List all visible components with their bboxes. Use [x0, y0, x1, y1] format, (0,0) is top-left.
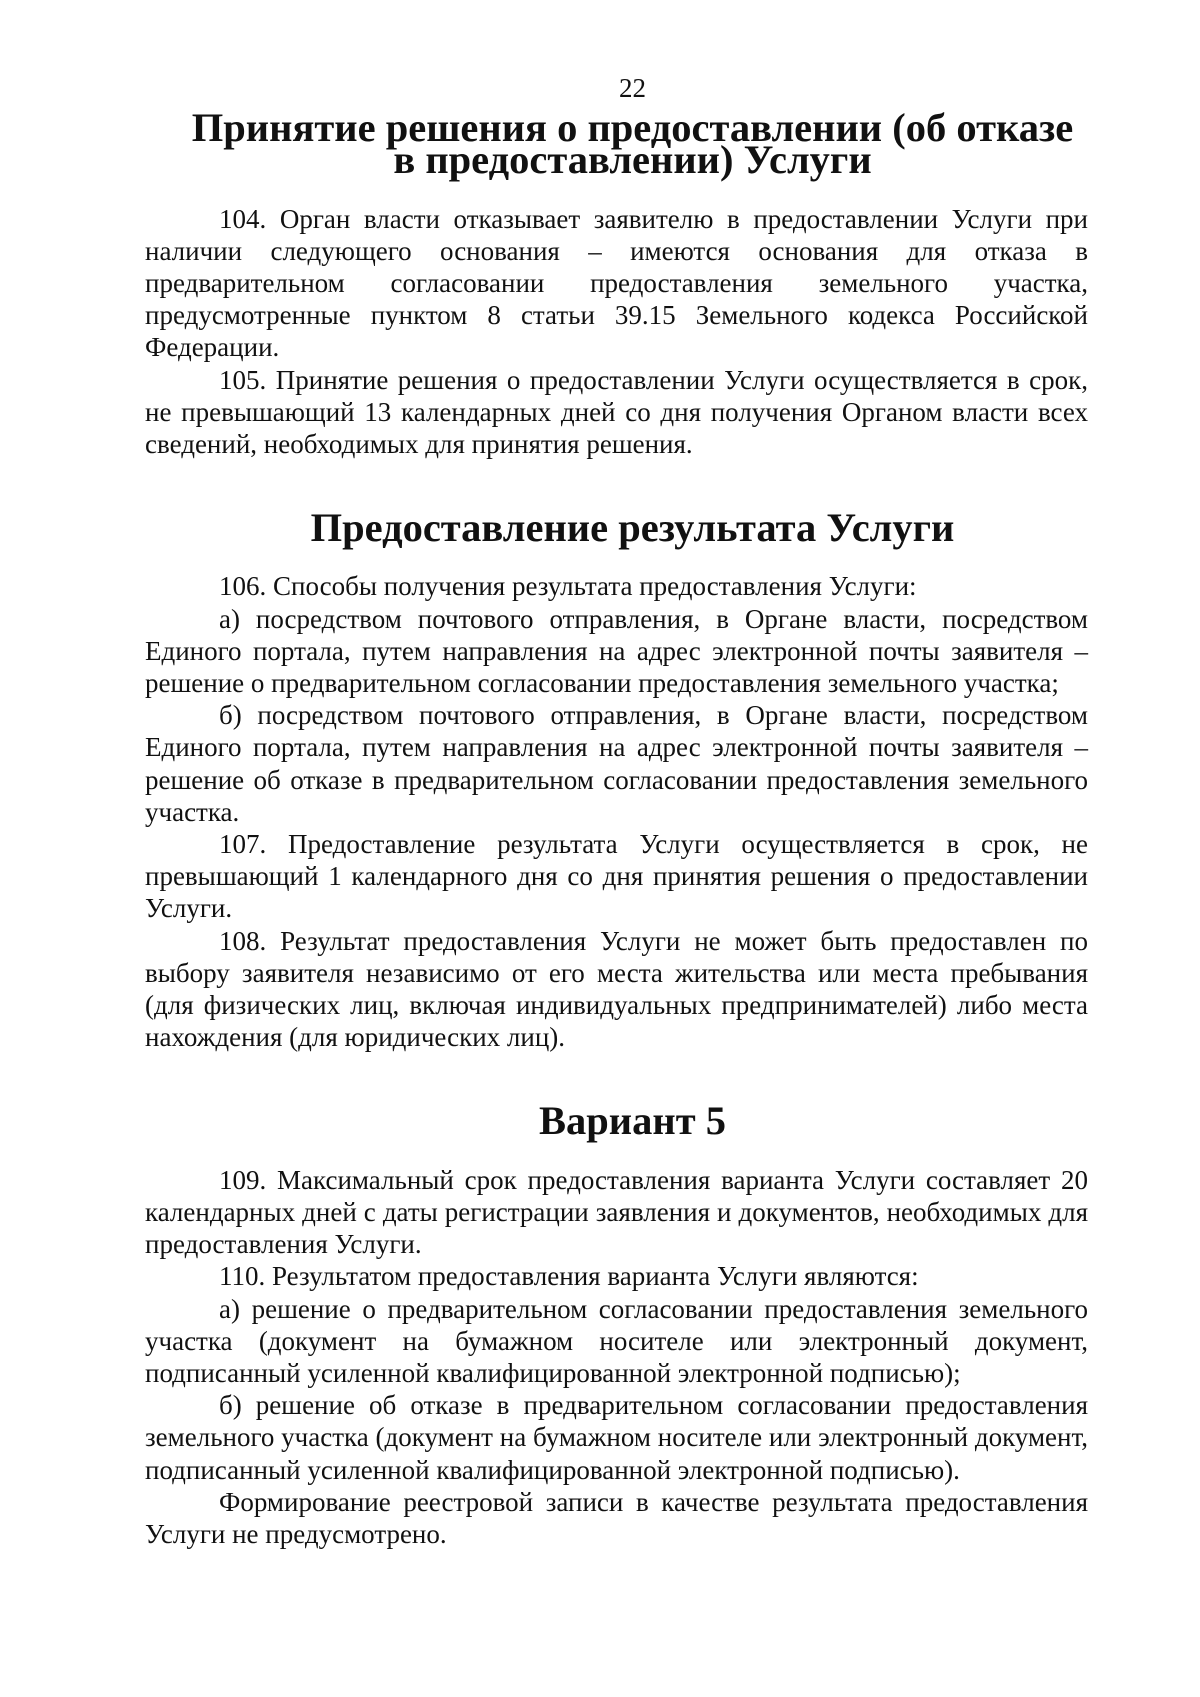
paragraph-105: 105. Принятие решения о предоставлении Услуги осуществляется в срок, не превышающий 13 календарных дней со дня получения Органом власти всех сведений, необходимых для принятия решения.: [145, 364, 1088, 460]
page-number: 22: [619, 73, 646, 103]
paragraph-110-a: а) решение о предварительном согласовании предоставления земельного участка (документ на бумажном носителе или электронный документ, подписанный усиленной квалифицированной электронной подписью);: [145, 1293, 1088, 1388]
paragraph-106: 106. Способы получения результата предоставления Услуги:: [219, 571, 917, 602]
paragraph-106-a: а) посредством почтового отправления, в Органе власти, посредством Единого портала, путем направления на адрес электронной почты заявителя – решение о предварительном согласовании предоставления земельного участка;: [145, 603, 1088, 699]
paragraph-110: 110. Результатом предоставления варианта Услуги являются:: [219, 1261, 919, 1292]
section-title-result: Предоставление результата Услуги: [310, 505, 955, 551]
section-title-variant-5: Вариант 5: [539, 1098, 726, 1144]
paragraph-110-b: б) решение об отказе в предварительном согласовании предоставления земельного участка (документ на бумажном носителе или электронный документ, подписанный усиленной квалифицированной электронной подписью).: [145, 1390, 1088, 1485]
paragraph-registry-note: Формирование реестровой записи в качестве результата предоставления Услуги не предусмотрено.: [145, 1486, 1088, 1549]
section-title-decision: Принятие решения о предоставлении (об отказе в предоставлении) Услуги: [191, 105, 1074, 183]
paragraph-108: 108. Результат предоставления Услуги не может быть предоставлен по выбору заявителя независимо от его места жительства или места пребывания (для физических лиц, включая индивидуальных предпринимателей) либо места нахождения (для юридических лиц).: [145, 925, 1088, 1053]
paragraph-107: 107. Предоставление результата Услуги осуществляется в срок, не превышающий 1 календарного дня со дня принятия решения о предоставлении Услуги.: [145, 829, 1088, 924]
section-decision: [145, 105, 1088, 460]
section-result: [145, 505, 1088, 1053]
paragraph-104: 104. Орган власти отказывает заявителю в предоставлении Услуги при наличии следующего основания – имеются основания для отказа в предварительном согласовании предоставления земельного участка, предусмотренные пунктом 8 статьи 39.15 Земельного кодекса Российской Федерации.: [145, 203, 1088, 363]
paragraph-109: 109. Максимальный срок предоставления варианта Услуги составляет 20 календарных дней с даты регистрации заявления и документов, необходимых для предоставления Услуги.: [145, 1164, 1088, 1260]
section-variant-5: [145, 1098, 1088, 1550]
paragraph-106-b: б) посредством почтового отправления, в Органе власти, посредством Единого портала, путем направления на адрес электронной почты заявителя – решение об отказе в предварительном согласовании предоставления земельного участка.: [145, 700, 1088, 827]
